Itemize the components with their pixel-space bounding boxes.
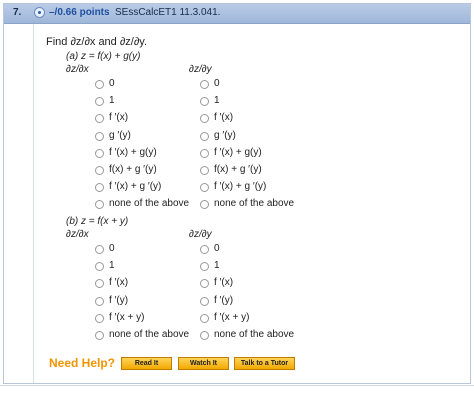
part-a-dzdy-radio[interactable] <box>200 97 209 106</box>
part-b-dzdx-radio[interactable] <box>95 297 104 306</box>
part-b-dzdy-header: ∂z/∂y <box>189 229 212 240</box>
part-a-dzdy-option-label: none of the above <box>214 198 295 210</box>
prompt-text: Find ∂z/∂x and ∂z/∂y. <box>46 36 148 48</box>
part-b-dzdx-option-label: f ′(x + y) <box>109 311 145 323</box>
part-b-dzdy-option-label: f ′(x + y) <box>214 311 250 323</box>
question-header <box>4 4 470 24</box>
talk-to-tutor-button[interactable]: Talk to a Tutor <box>234 357 295 370</box>
part-b-dzdx-option-label: 0 <box>109 243 115 254</box>
part-a-dzdy-option-label: f ′(x) + g(y) <box>214 146 262 158</box>
part-a-dzdy-option-label: g ′(y) <box>214 129 236 141</box>
part-a-dzdx-radio[interactable] <box>95 166 104 175</box>
part-a-dzdy-option-label: 0 <box>214 78 220 89</box>
part-a-dzdy-option-label: 1 <box>214 95 220 107</box>
part-b-dzdy-radio[interactable] <box>200 279 209 288</box>
part-b-dzdx-radio[interactable] <box>95 279 104 288</box>
part-a-dzdy-radio[interactable] <box>200 200 209 209</box>
part-b-dzdx-radio[interactable] <box>95 245 104 254</box>
part-b-dzdx-radio[interactable] <box>95 314 104 323</box>
part-b-dzdy-radio[interactable] <box>200 245 209 254</box>
part-b-dzdx-radio[interactable] <box>95 331 104 340</box>
need-help-label: Need Help? <box>49 356 116 370</box>
part-a-label: (a) z = f(x) + g(y) <box>66 51 141 62</box>
part-a-dzdx-radio[interactable] <box>95 183 104 192</box>
part-a-dzdy-radio[interactable] <box>200 132 209 141</box>
part-b-dzdy-option-label: 0 <box>214 243 220 254</box>
part-a-dzdy-radio[interactable] <box>200 80 209 89</box>
question-number: 7. <box>13 7 22 18</box>
part-b-dzdx-option-label: 1 <box>109 260 115 272</box>
part-a-dzdx-option-label: f(x) + g ′(y) <box>109 164 157 175</box>
status-icon <box>34 7 45 18</box>
part-a-dzdy-radio[interactable] <box>200 114 209 123</box>
part-b-dzdy-option-label: f ′(x) <box>214 277 234 289</box>
part-b-dzdy-radio[interactable] <box>200 297 209 306</box>
part-b-dzdx-header: ∂z/∂x <box>66 229 89 240</box>
part-b-dzdy-radio[interactable] <box>200 331 209 340</box>
part-a-dzdy-option-label: f ′(x) + g ′(y) <box>214 181 267 193</box>
part-a-dzdx-option-label: none of the above <box>109 198 190 210</box>
read-it-button[interactable]: Read It <box>121 357 172 370</box>
part-a-dzdx-radio[interactable] <box>95 114 104 123</box>
part-a-dzdx-radio[interactable] <box>95 97 104 106</box>
part-a-dzdx-option-label: 0 <box>109 78 115 89</box>
part-b-dzdy-option-label: none of the above <box>214 329 295 340</box>
part-a-dzdy-radio[interactable] <box>200 149 209 158</box>
part-b-dzdy-radio[interactable] <box>200 262 209 271</box>
part-b-dzdx-option-label: none of the above <box>109 329 190 340</box>
part-a-dzdx-option-label: f ′(x) + g(y) <box>109 146 157 158</box>
question-content <box>34 24 470 383</box>
part-a-dzdx-header: ∂z/∂x <box>66 64 89 75</box>
part-a-dzdy-option-label: f ′(x) <box>214 112 234 124</box>
part-b-dzdx-option-label: f ′(x) <box>109 277 129 289</box>
part-b-dzdx-option-label: f ′(y) <box>109 294 129 306</box>
question-panel <box>3 3 471 384</box>
part-a-dzdy-option-label: f(x) + g ′(y) <box>214 164 262 175</box>
points-label: –/0.66 points <box>49 7 110 18</box>
part-a-dzdx-radio[interactable] <box>95 80 104 89</box>
part-a-dzdy-header: ∂z/∂y <box>189 64 212 75</box>
divider <box>0 385 474 386</box>
part-a-dzdx-radio[interactable] <box>95 132 104 141</box>
part-b-dzdy-radio[interactable] <box>200 314 209 323</box>
part-a-dzdy-radio[interactable] <box>200 183 209 192</box>
part-a-dzdy-radio[interactable] <box>200 166 209 175</box>
part-a-dzdx-option-label: f ′(x) <box>109 112 129 124</box>
question-id: SEssCalcET1 11.3.041. <box>115 7 221 18</box>
part-b-dzdy-option-label: f ′(y) <box>214 294 234 306</box>
left-gutter <box>4 24 34 383</box>
part-a-dzdx-option-label: g ′(y) <box>109 129 131 141</box>
part-a-dzdx-radio[interactable] <box>95 149 104 158</box>
part-a-dzdx-radio[interactable] <box>95 200 104 209</box>
part-a-dzdx-option-label: 1 <box>109 95 115 107</box>
watch-it-button[interactable]: Watch It <box>178 357 229 370</box>
part-b-dzdy-option-label: 1 <box>214 260 220 272</box>
part-a-dzdx-option-label: f ′(x) + g ′(y) <box>109 181 162 193</box>
part-b-dzdx-radio[interactable] <box>95 262 104 271</box>
part-b-label: (b) z = f(x + y) <box>66 216 129 227</box>
